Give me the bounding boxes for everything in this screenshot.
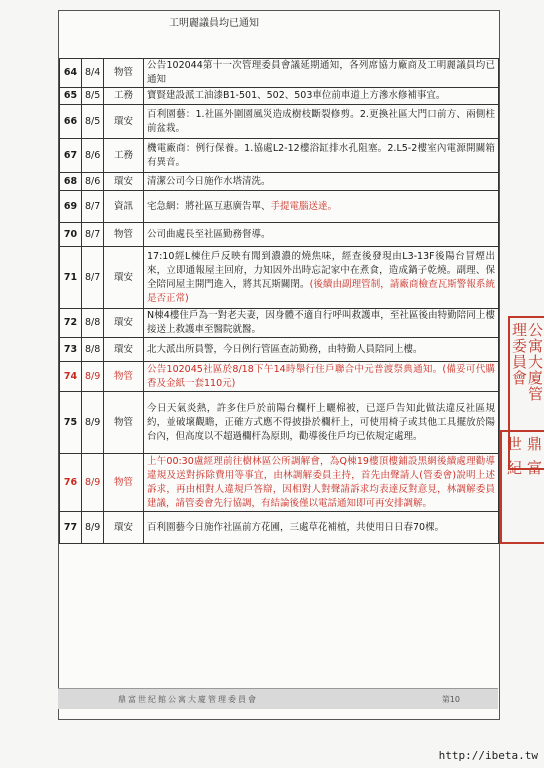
table-row <box>60 139 499 173</box>
table-row <box>60 59 499 88</box>
footer-title: 鼎富世紀館公寓大廈管理委員會 <box>118 695 258 704</box>
row-department: 環安 <box>104 173 144 191</box>
row-department: 環安 <box>104 309 144 338</box>
content-text: 清潔公司今日施作水塔清洗。 <box>147 175 271 187</box>
row-department: 物管 <box>104 392 144 454</box>
row-department: 工務 <box>104 88 144 105</box>
table-row <box>60 309 499 338</box>
row-content <box>144 309 499 338</box>
row-number: 67 <box>60 139 82 173</box>
row-content <box>144 247 499 309</box>
seal-character: 委 <box>512 337 528 355</box>
content-text: 百利園藝今日施作社區前方花圃，三處草花補植，共使用日日春70棵。 <box>147 521 445 533</box>
seal-character: 會 <box>512 369 528 387</box>
row-department: 工務 <box>104 139 144 173</box>
content-text: 上午00:30盧經理前往樹林區公所調解會，為Q棟19樓頂樓鋪設黑網後續處理勸導違規及送對拆除費用等事宜，由林調解委員主持，首先由聲請人(管委會)說明上述訴求，再由相對人違規戶答辯，因相對人對聲請訴求均表達反對意見，林調解委員建議，請管委會先行協調，有結論後僅以電話通知即可再安排調解。 <box>147 455 495 509</box>
content-text: 公司曲處長至社區勤務督導。 <box>147 228 271 240</box>
row-content <box>144 105 499 139</box>
row-date: 8/9 <box>82 362 104 392</box>
row-content <box>144 392 499 454</box>
row-department: 物管 <box>104 223 144 247</box>
row-number: 66 <box>60 105 82 139</box>
seal-character: 理 <box>512 321 528 339</box>
row-content <box>144 338 499 362</box>
page-footer <box>58 688 498 709</box>
row-number: 65 <box>60 88 82 105</box>
content-text: 今日天氣炎熱，許多住戶於前陽台欄杆上曬棉被，已逕戶告知此做法違反社區規約，並破壞觀瞻，正確方式應不得披掛於欄杆上，可使用椅子或其他工具擺放於陽台內，但高度以不超過欄杆為原則，勸導後住戶均已依規定處理。 <box>147 402 495 442</box>
seal-character: 富 <box>526 459 542 477</box>
table-row <box>60 247 499 309</box>
row-date: 8/5 <box>82 88 104 105</box>
row-content <box>144 454 499 512</box>
content-text: 北大派出所員警，今日例行管區查訪勤務，由特勤人員陪同上樓。 <box>147 343 423 355</box>
row-department: 環安 <box>104 338 144 362</box>
log-table <box>59 58 499 544</box>
row-date: 8/9 <box>82 454 104 512</box>
content-text: 公告102044第十一次管理委員會議延期通知，各列席協力廠商及工明麗議員均已通知 <box>147 60 495 85</box>
row-number: 71 <box>60 247 82 309</box>
row-content <box>144 191 499 223</box>
row-date: 8/8 <box>82 309 104 338</box>
row-content <box>144 173 499 191</box>
content-text: 公告102045社區於8/18下午14時舉行住戶聯合中元普渡祭典通知。(備妥可代購香及金紙一套110元) <box>147 363 495 389</box>
row-date: 8/8 <box>82 338 104 362</box>
row-number: 68 <box>60 173 82 191</box>
page-number: 第10 <box>441 695 460 704</box>
row-date: 8/7 <box>82 191 104 223</box>
seal-character: 公 <box>528 321 544 339</box>
row-number: 77 <box>60 512 82 544</box>
log-frame <box>58 10 500 720</box>
content-text: 17:10經L棟住戶反映有聞到濃濃的燒焦味，經查後發現由L3-13F後陽台冒煙出來，立即通報屋主回府，力知因外出時忘記家中在煮食，造成鍋子乾燒。副理、保全陪同屋主開門進入，將其瓦斯關閉。 <box>147 250 495 290</box>
table-row <box>60 88 499 105</box>
row-number: 70 <box>60 223 82 247</box>
row-number: 72 <box>60 309 82 338</box>
row-date: 8/9 <box>82 512 104 544</box>
row-content <box>144 512 499 544</box>
row-number: 76 <box>60 454 82 512</box>
row-date: 8/5 <box>82 105 104 139</box>
content-text: N棟4樓住戶為一對老夫妻，因身體不適自行呼叫救護車，至社區後由特勤陪同上樓接送上救護車至醫院就醫。 <box>147 310 495 335</box>
content-text: 宅急網：將社區互惠廣告單、 <box>147 200 271 212</box>
row-content <box>144 59 499 88</box>
table-row <box>60 454 499 512</box>
table-row <box>60 362 499 392</box>
table-row <box>60 512 499 544</box>
row-date: 8/6 <box>82 139 104 173</box>
row-department: 環安 <box>104 247 144 309</box>
row-content <box>144 88 499 105</box>
row-content <box>144 362 499 392</box>
row-date: 8/4 <box>82 59 104 88</box>
row-department: 環安 <box>104 105 144 139</box>
row-department: 物管 <box>104 362 144 392</box>
content-highlight: (後續由副理管制，請廠商檢查瓦斯警報系統是否正常) <box>147 278 495 304</box>
row-date: 8/9 <box>82 392 104 454</box>
content-text: 寶賢建設派工油漆B1-501、502、503車位前車道上方滲水修補事宜。 <box>147 90 446 101</box>
row-department: 物管 <box>104 454 144 512</box>
row-number: 74 <box>60 362 82 392</box>
seal-character: 世 <box>506 435 522 453</box>
table-row <box>60 191 499 223</box>
table-row <box>60 223 499 247</box>
content-text: 機電廠商：例行保養。1.協處L2-12樓浴缸排水孔阻塞。2.L5-2樓室內電源開關箱有異音。 <box>147 142 495 168</box>
row-content <box>144 139 499 173</box>
table-row <box>60 392 499 454</box>
row-number: 69 <box>60 191 82 223</box>
seal-character: 廈 <box>528 369 544 387</box>
row-department: 資訊 <box>104 191 144 223</box>
row-department: 物管 <box>104 59 144 88</box>
row-number: 75 <box>60 392 82 454</box>
row-number: 64 <box>60 59 82 88</box>
table-row <box>60 105 499 139</box>
seal-character: 大 <box>528 353 544 371</box>
row-date: 8/6 <box>82 173 104 191</box>
content-highlight: 手提電腦送達。 <box>270 200 338 212</box>
row-number: 73 <box>60 338 82 362</box>
seal-character: 管 <box>528 385 544 403</box>
table-row <box>60 173 499 191</box>
row-date: 8/7 <box>82 247 104 309</box>
seal-character: 員 <box>512 353 528 371</box>
row-date: 8/7 <box>82 223 104 247</box>
seal-character: 鼎 <box>526 435 542 453</box>
seal-character: 紀 <box>506 459 522 477</box>
content-text: 百利園藝：1.社區外圍園風災造成樹枝斷裂修剪。2.更換社區大門口前方、兩側柱前盆栽。 <box>147 108 495 134</box>
table-row <box>60 338 499 362</box>
seal-character: 寓 <box>528 337 544 355</box>
row-content <box>144 223 499 247</box>
row-department: 環安 <box>104 512 144 544</box>
header-text: 工明麗議員均已通知 <box>169 18 259 29</box>
seal-stamp-right <box>500 430 544 544</box>
watermark: http://ibeta.tw <box>438 749 538 762</box>
